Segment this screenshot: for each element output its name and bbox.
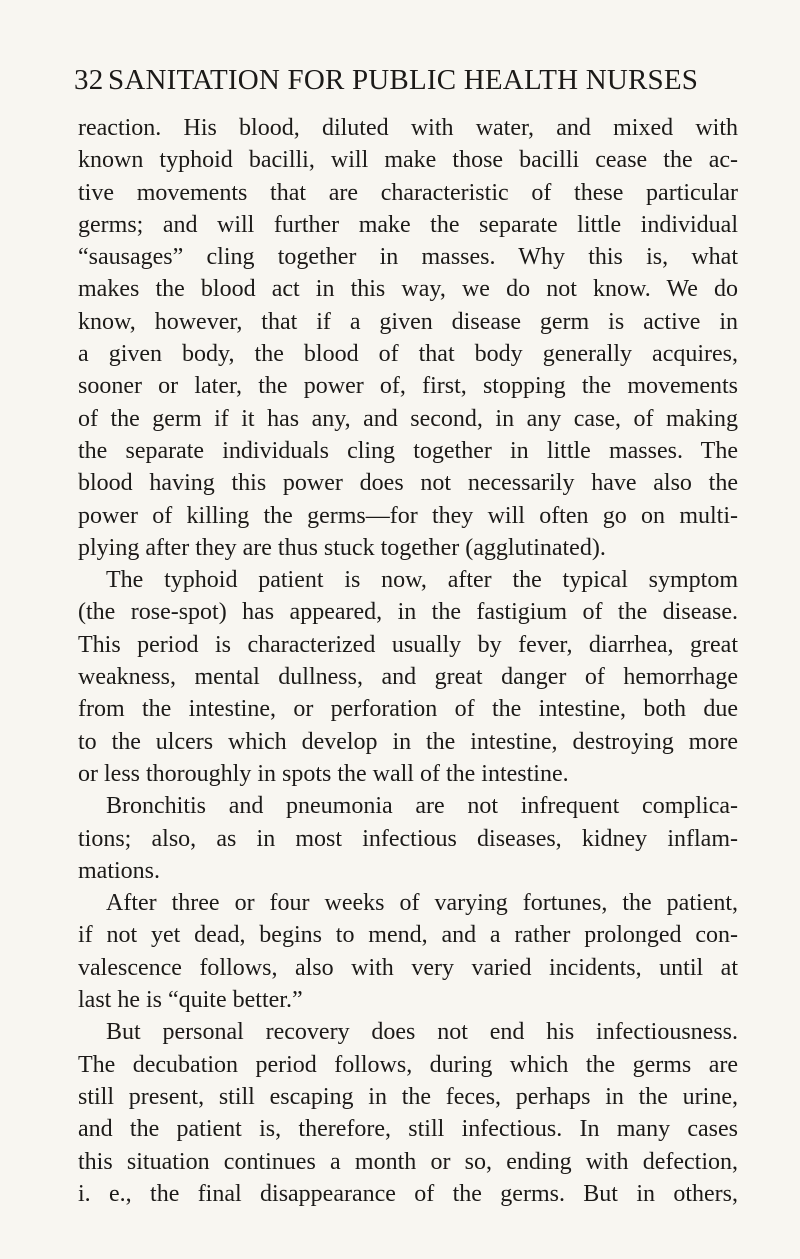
- text-line: reaction. His blood, diluted with water, and mixed with: [78, 115, 738, 141]
- text-line: known typhoid bacilli, will make those bacilli cease the ac-: [78, 147, 738, 174]
- text-line: last he is “quite better.”: [78, 987, 303, 1014]
- text-line: (the rose-spot) has appeared, in the fastigium of the disease.: [78, 599, 738, 626]
- running-head: [74, 60, 734, 100]
- text-line: sooner or later, the power of, first, stopping the movements: [78, 373, 738, 400]
- text-line: After three or four weeks of varying fortunes, the patient,: [106, 890, 738, 917]
- text-line: Bronchitis and pneumonia are not infrequent complica-: [106, 793, 738, 820]
- text-line: plying after they are thus stuck together (agglutinated).: [78, 534, 606, 561]
- page-number: 32: [74, 64, 104, 96]
- text-line: and the patient is, therefore, still infectious. In many cases: [78, 1116, 738, 1143]
- text-line: know, however, that if a given disease germ is active in: [78, 308, 738, 335]
- text-line: from the intestine, or perforation of the intestine, both due: [78, 696, 738, 723]
- text-line: this situation continues a month or so, ending with defection,: [78, 1148, 738, 1175]
- text-line: blood having this power does not necessarily have also the: [78, 470, 738, 497]
- text-line: The decubation period follows, during which the germs are: [78, 1051, 738, 1078]
- text-line: weakness, mental dullness, and great danger of hemorrhage: [78, 664, 738, 691]
- text-line: power of killing the germs—for they will often go on multi-: [78, 502, 738, 529]
- body-text: [78, 112, 738, 1210]
- text-line: the separate individuals cling together in little masses. The: [78, 437, 738, 464]
- text-line: This period is characterized usually by fever, diarrhea, great: [78, 631, 738, 658]
- text-line: if not yet dead, begins to mend, and a rather prolonged con-: [78, 922, 738, 949]
- text-line: i. e., the final disappearance of the germs. But in others,: [78, 1180, 738, 1207]
- text-line: But personal recovery does not end his infectiousness.: [106, 1019, 738, 1046]
- text-line: germs; and will further make the separate little individual: [78, 211, 738, 238]
- text-line: makes the blood act in this way, we do not know. We do: [78, 276, 738, 303]
- text-line: mations.: [78, 857, 160, 884]
- text-line: tions; also, as in most infectious diseases, kidney inflam-: [78, 825, 738, 852]
- text-line: a given body, the blood of that body generally acquires,: [78, 341, 738, 368]
- text-line: or less thoroughly in spots the wall of the intestine.: [78, 760, 569, 787]
- text-line: of the germ if it has any, and second, in any case, of making: [78, 405, 738, 432]
- running-head-title: SANITATION FOR PUBLIC HEALTH NURSES: [108, 64, 699, 96]
- text-line: still present, still escaping in the feces, perhaps in the urine,: [78, 1083, 738, 1110]
- text-line: “sausages” cling together in masses. Why this is, what: [78, 244, 738, 271]
- text-line: valescence follows, also with very varied incidents, until at: [78, 954, 738, 981]
- text-line: tive movements that are characteristic of these particular: [78, 179, 738, 206]
- text-line: The typhoid patient is now, after the typical symptom: [106, 567, 738, 594]
- text-line: to the ulcers which develop in the intestine, destroying more: [78, 728, 738, 755]
